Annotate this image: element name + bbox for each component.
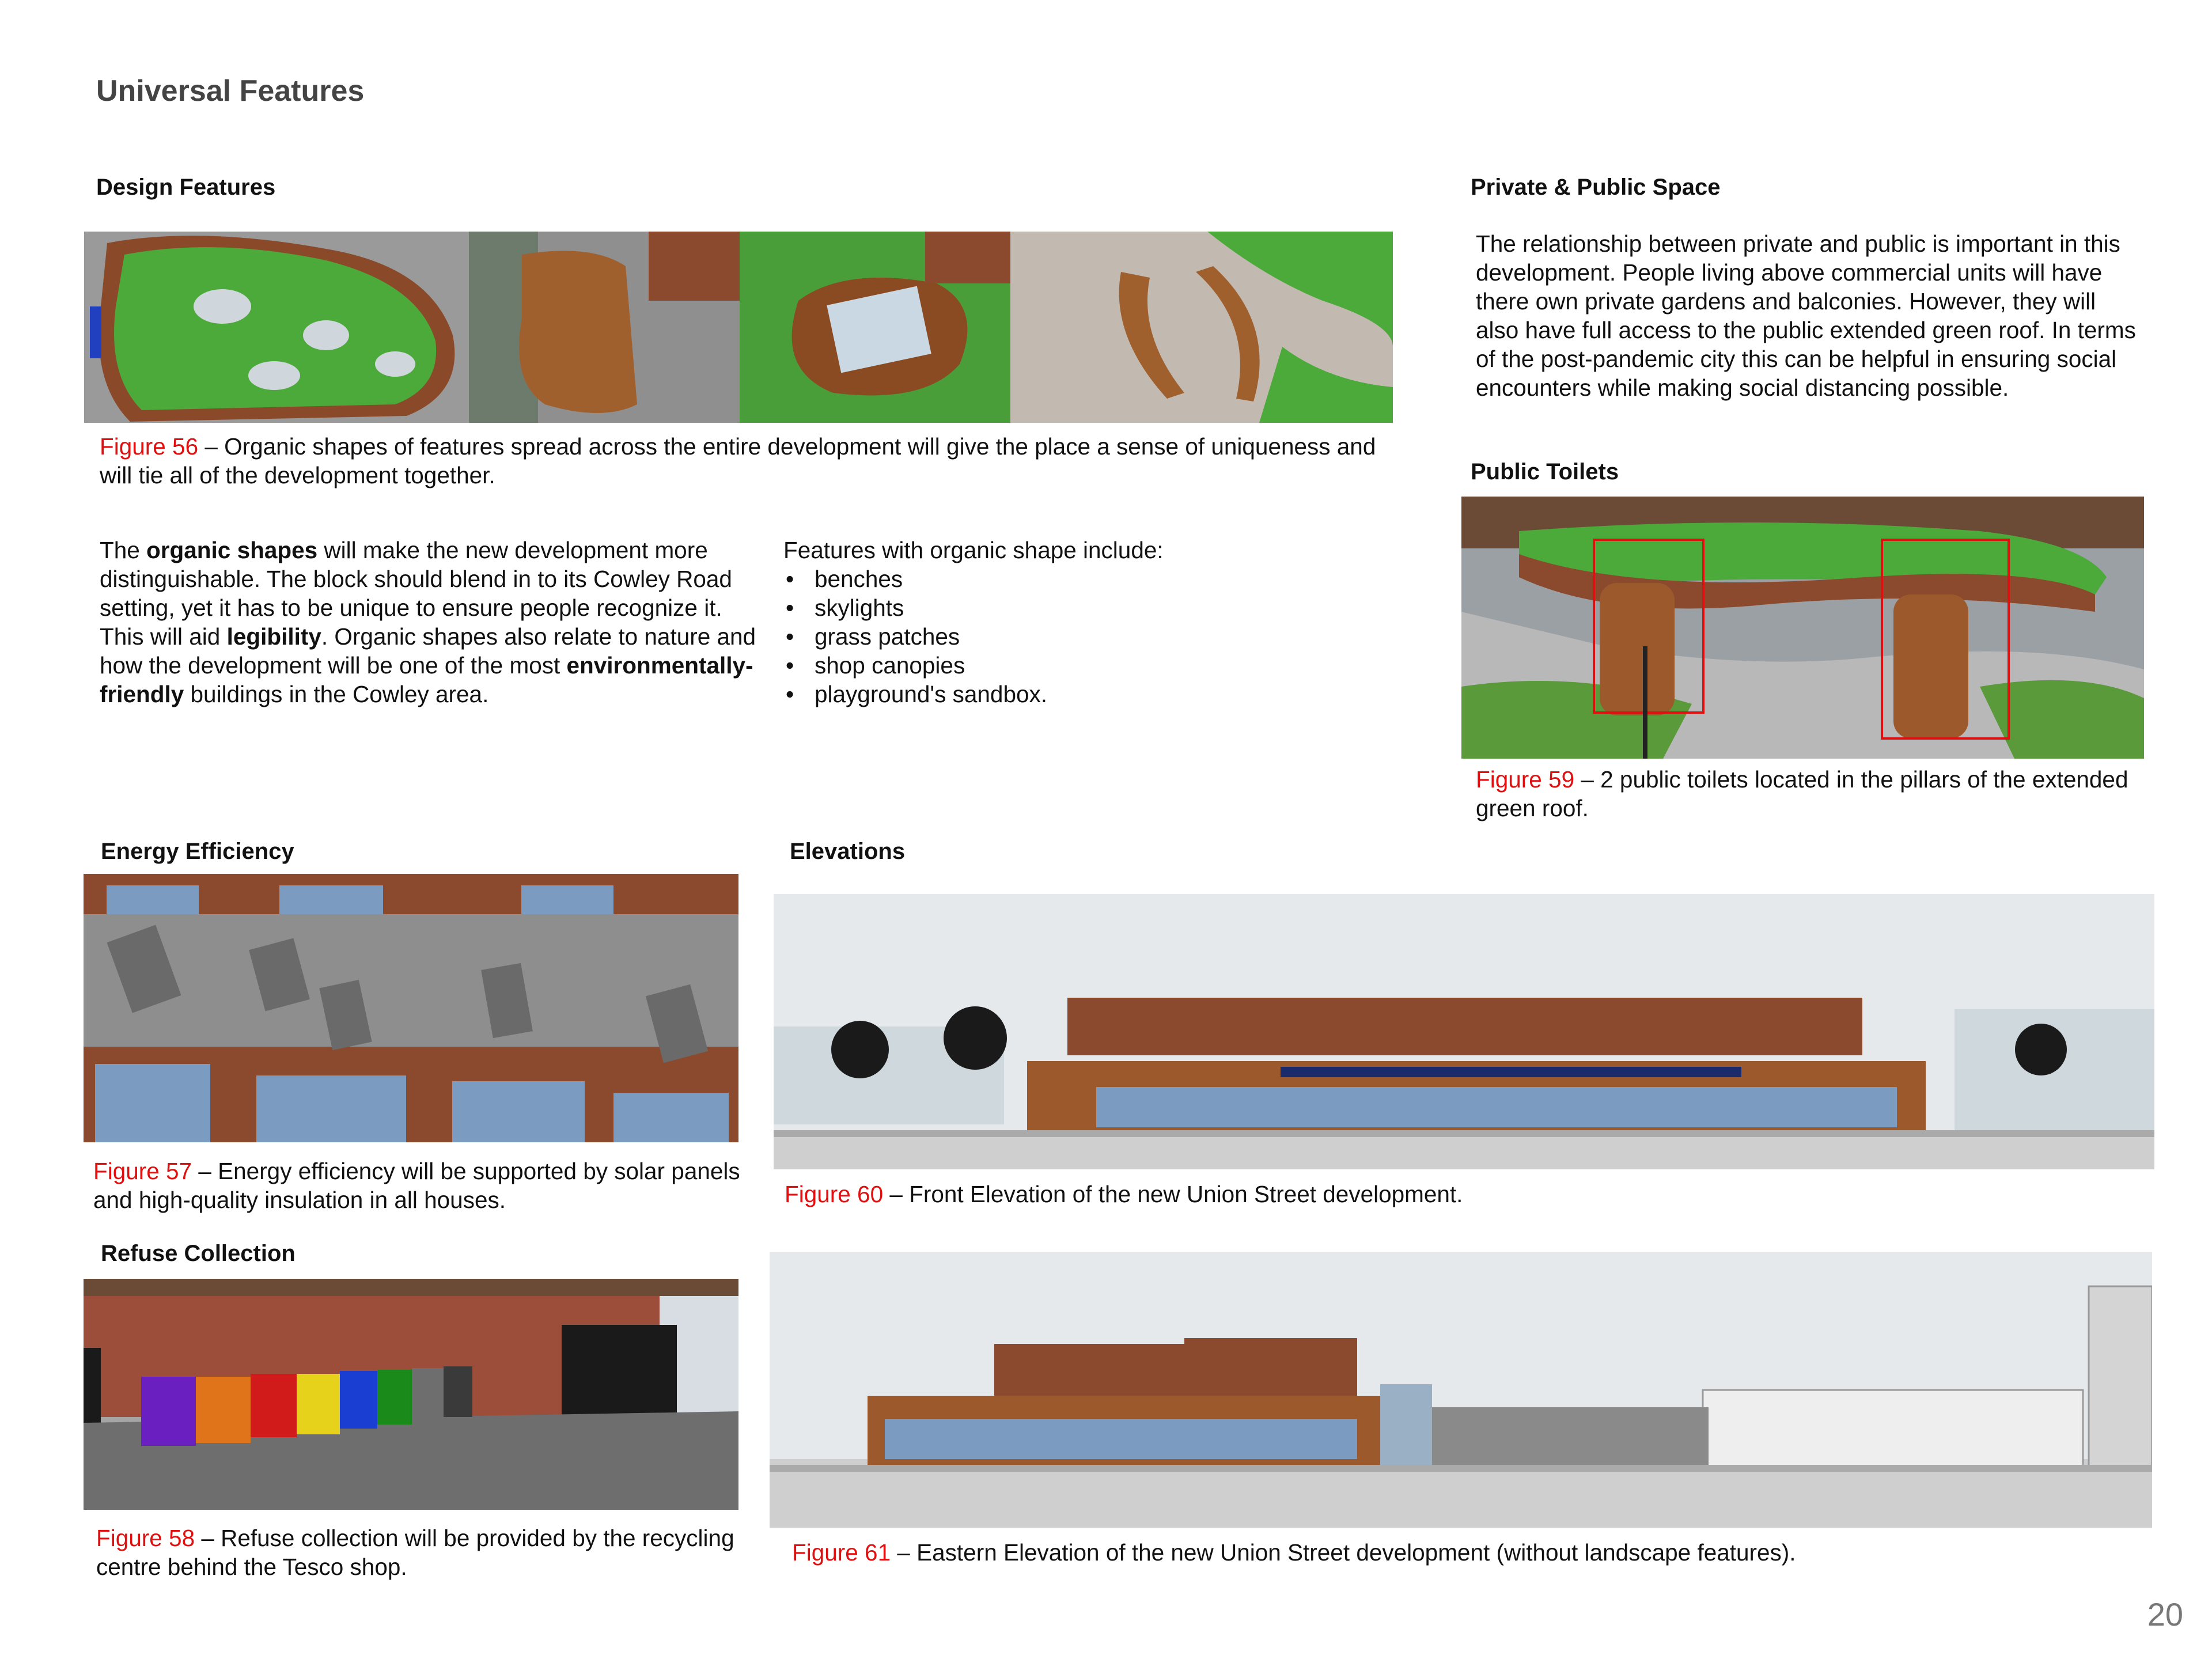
figure-61-text: – Eastern Elevation of the new Union Street development (without landscape features).	[891, 1539, 1796, 1566]
figure-57-label: Figure 57	[93, 1158, 192, 1184]
figure-60-caption	[785, 1180, 2109, 1209]
public-toilets-heading: Public Toilets	[1471, 459, 1619, 484]
recycling-bin	[297, 1374, 340, 1434]
recycling-bin	[141, 1377, 196, 1446]
list-item: • grass patches	[783, 622, 1302, 651]
list-intro: Features with organic shape include:	[783, 537, 1164, 563]
list-item: • skylights	[783, 593, 1302, 622]
figure-60-label: Figure 60	[785, 1181, 884, 1207]
figure-56-text: – Organic shapes of features spread across the entire development will give the place a sense of uniqueness and will tie all of the development together.	[100, 433, 1376, 488]
page-title: Universal Features	[96, 74, 365, 108]
energy-efficiency-heading: Energy Efficiency	[101, 839, 294, 864]
figure-60-text: – Front Elevation of the new Union Street development.	[883, 1181, 1463, 1207]
figure-56-label: Figure 56	[100, 433, 199, 460]
recycling-bin	[340, 1371, 377, 1429]
figure-57-text: – Energy efficiency will be supported by solar panels and high-quality insulation in all houses.	[93, 1158, 740, 1213]
figure-58-text: – Refuse collection will be provided by the recycling centre behind the Tesco shop.	[96, 1525, 734, 1580]
para-text-1: The	[100, 537, 147, 563]
organic-features-list	[783, 565, 1302, 709]
figure-56-image	[84, 232, 1393, 423]
private-public-text: The relationship between private and public is important in this development. People living above commercial units will have there own private gardens and balconies. However, they will also have full access to the public extended green roof. In terms of the post-pandemic city this can be helpful in ensuring social encounters while making social distancing possible.	[1476, 230, 2136, 401]
figure-57-image	[84, 874, 738, 1142]
organic-features-list-block	[783, 536, 1302, 709]
para-bold-organic-shapes: organic shapes	[146, 537, 318, 563]
recycling-bin	[196, 1377, 251, 1443]
list-item: • playground's sandbox.	[783, 680, 1302, 709]
para-bold-environmentally-friendly: environmentally-friendly	[100, 652, 753, 707]
figure-61-image	[770, 1252, 2152, 1528]
organic-shapes-paragraph	[100, 536, 762, 709]
figure-59-caption	[1476, 765, 2138, 823]
page-number: 20	[2147, 1596, 2183, 1633]
figure-61-caption	[792, 1538, 2117, 1567]
figure-56-caption	[100, 432, 1384, 490]
figure-58-label: Figure 58	[96, 1525, 195, 1551]
recycling-bin	[444, 1366, 472, 1417]
para-bold-legibility: legibility	[226, 623, 321, 650]
recycling-bin	[412, 1368, 444, 1420]
para-text-3: . Organic shapes also relate to nature and how the development will be one of the most	[100, 623, 756, 679]
figure-59-label: Figure 59	[1476, 766, 1575, 793]
refuse-collection-heading: Refuse Collection	[101, 1241, 296, 1266]
design-features-heading: Design Features	[96, 175, 276, 200]
recycling-bin	[377, 1370, 412, 1425]
figure-61-label: Figure 61	[792, 1539, 891, 1566]
figure-59-image	[1461, 497, 2144, 759]
figure-60-image	[774, 894, 2154, 1169]
figure-58-caption	[96, 1524, 759, 1581]
private-public-heading: Private & Public Space	[1471, 175, 1721, 200]
para-text-4: buildings in the Cowley area.	[184, 681, 489, 707]
list-item: • shop canopies	[783, 651, 1302, 680]
figure-59-text: – 2 public toilets located in the pillars of the extended green roof.	[1476, 766, 2128, 821]
figure-57-caption	[93, 1157, 756, 1214]
recycling-bin	[251, 1374, 297, 1437]
para-text-2: will make the new development more distinguishable. The block should blend in to its Cowley Road setting, yet it has to be unique to ensure people recognize it. This will aid	[100, 537, 732, 650]
list-item: • benches	[783, 565, 1302, 593]
elevations-heading: Elevations	[790, 839, 906, 864]
figure-58-image	[84, 1279, 738, 1510]
